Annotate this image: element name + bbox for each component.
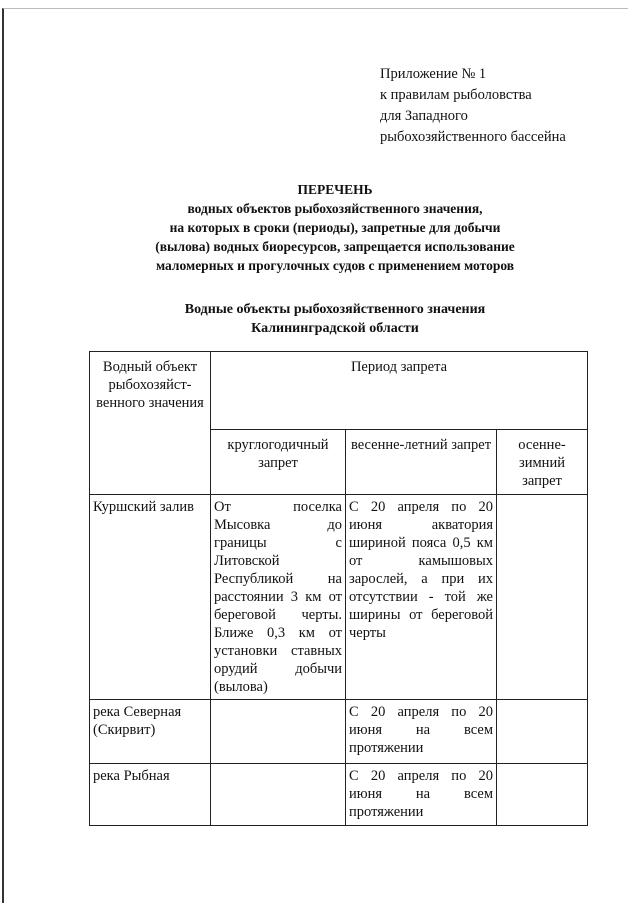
cell-object: река Рыбная <box>90 764 211 826</box>
cell-year-round <box>211 764 346 826</box>
cell-object: река Северная (Скирвит) <box>90 700 211 764</box>
cell-spring-summer: С 20 апреля по 20 июня на всем протяжении <box>346 764 497 826</box>
cell-autumn-winter <box>497 700 588 764</box>
title-heading: ПЕРЕЧЕНЬ <box>297 182 373 197</box>
appendix-line: к правилам рыболовства <box>380 87 532 103</box>
cell-year-round: От поселка Мысовка до границы с Литовской Республикой на расстоянии 3 км от береговой черты. Ближе 0,3 км от установки ставных орудий добычи (вылова) <box>211 495 346 700</box>
title-line: на которых в сроки (периоды), запретные для добычи <box>169 220 501 235</box>
table-row <box>90 764 588 826</box>
appendix-line: рыбохозяйственного бассейна <box>380 129 566 145</box>
header-year-round: круглогодичный запрет <box>211 430 346 495</box>
header-autumn-winter: осенне-зимний запрет <box>497 430 588 495</box>
appendix-line: Приложение № 1 <box>380 66 487 82</box>
subtitle-line: Калининградской области <box>251 321 419 336</box>
title-line: (вылова) водных биоресурсов, запрещается использование <box>155 239 515 254</box>
header-object: Водный объект рыбохозяйст-венного значения <box>90 352 211 495</box>
subtitle-line: Водные объекты рыбохозяйственного значения <box>184 302 486 317</box>
table-row <box>90 700 588 764</box>
header-period: Период запрета <box>211 352 588 430</box>
section-subtitle <box>90 300 580 338</box>
cell-spring-summer: С 20 апреля по 20 июня на всем протяжении <box>346 700 497 764</box>
appendix-note <box>380 64 566 148</box>
restrictions-table <box>89 351 588 826</box>
title-line: маломерных и прогулочных судов с применением моторов <box>155 258 515 273</box>
document-title <box>90 180 580 275</box>
header-spring-summer: весенне-летний запрет <box>346 430 497 495</box>
title-line: водных объектов рыбохозяйственного значения, <box>187 201 483 216</box>
cell-autumn-winter <box>497 495 588 700</box>
table-header-row <box>90 352 588 430</box>
cell-year-round <box>211 700 346 764</box>
cell-autumn-winter <box>497 764 588 826</box>
appendix-line: для Западного <box>380 108 468 124</box>
cell-spring-summer: С 20 апреля по 20 июня акватория шириной пояса 0,5 км от камышовых зарослей, а при их отсутствии - той же ширины от береговой черты <box>346 495 497 700</box>
cell-object: Куршский залив <box>90 495 211 700</box>
table-row <box>90 495 588 700</box>
